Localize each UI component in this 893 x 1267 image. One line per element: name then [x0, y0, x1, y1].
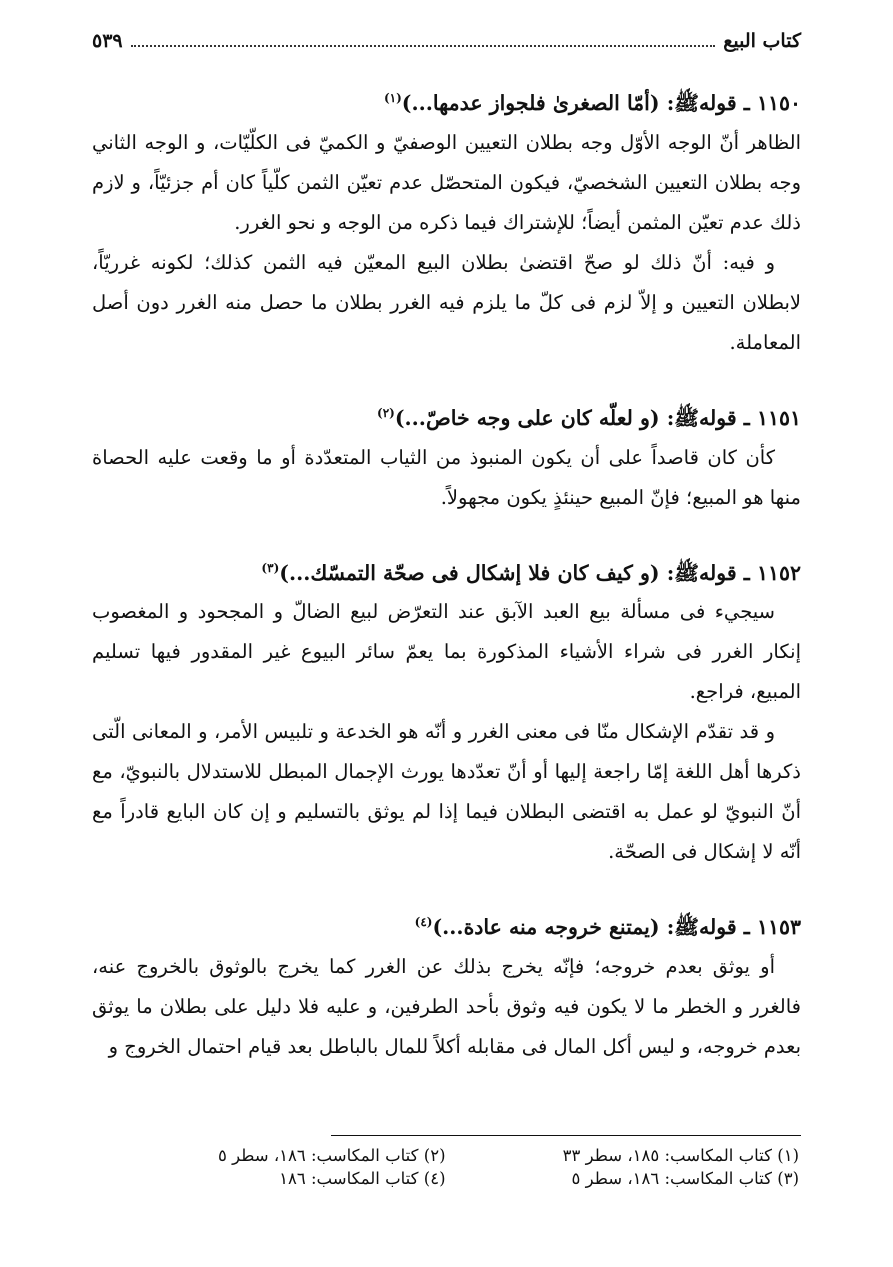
- footnote-ref: (٤): [414, 915, 433, 930]
- footnote-ref: (١): [383, 91, 402, 105]
- paragraph: و قد تقدّم الإشكال منّا فى معنى الغرر و أنّه هو الخدعة و تلبيس الأمر، و المعانى الّتى ذكرها أهل اللغة إمّا راجعة إليها أو أنّ تعدّدها يورث الإجمال المبطل للاستدلال بالنبويّ، مع أنّ النبويّ لو عمل به اقتضى البطلان فيما إذا لم يوثق بالتسليم و إن كان البايع قادراً مع أنّه لا إشكال فى الصحّة.: [92, 720, 801, 864]
- paragraph: الظاهر أنّ الوجه الأوّل وجه بطلان التعيين الوصفيّ و الكميّ فى الكلّيّات، و الوجه الثاني وجه بطلان التعيين الشخصيّ، فيكون المتحصّل عدم تعيّن الثمن كلّياً كان أم جزئيّاً، و لازم ذلك عدم تعيّن المثمن أيضاً؛ للإشتراك فيما ذكره من الوجه و نحو الغرر.: [92, 130, 801, 234]
- entry-heading: [92, 548, 801, 593]
- heading-text: ١١٥٣ ـ قوله‌ﷺ: (يمتنع خروجه منه عادة...): [432, 915, 801, 940]
- footnote-ref: (٣): [261, 560, 280, 575]
- entry-1151: [92, 393, 801, 518]
- entry-1153: [92, 902, 801, 1067]
- entry-heading: [92, 902, 801, 947]
- heading-text: ١١٥٢ ـ قوله‌ﷺ: (و كيف كان فلا إشكال فى صحّة التمسّك...): [279, 560, 801, 585]
- footnote-4: (٤) كتاب المكاسب: ١٨٦: [279, 1169, 446, 1188]
- footnote-divider: [331, 1135, 801, 1136]
- entry-1152: [92, 548, 801, 873]
- paragraph: كأن كان قاصداً على أن يكون المنبوذ من الثياب المتعدّدة أو ما وقعت عليه الحصاة منها هو المبيع؛ فإنّ المبيع حينئذٍ يكون مجهولاً.: [92, 445, 801, 509]
- heading-text: ١١٥٠ ـ قوله‌ﷺ: (أمّا الصغرىٰ فلجواز عدمها...): [401, 90, 801, 115]
- header-dot-leader: [131, 33, 716, 47]
- header-title: كتاب البيع: [723, 30, 801, 52]
- paragraph: سيجيء فى مسألة بيع العبد الآبق عند التعرّض لبيع الضالّ و المجحود و المغصوب إنكار الغرر فى شراء الأشياء المذكورة بما يعمّ سائر البيوع غير المقدور فيها تسليم المبيع، فراجع.: [92, 600, 801, 704]
- entry-1150: [92, 78, 801, 363]
- footnote-3: (٣) كتاب المكاسب: ١٨٦، سطر ٥: [571, 1169, 799, 1188]
- footnotes: [92, 1135, 801, 1188]
- footnote-list: [92, 1146, 801, 1188]
- page-number: ٥٣٩: [92, 30, 123, 52]
- paragraph: أو يوثق بعدم خروجه؛ فإنّه يخرج بذلك عن الغرر كما يخرج بالوثوق بالخروج عنه، فالغرر و الخطر ما لا يكون فيه وثوق بأحد الطرفين، و عليه فلا دليل على بطلان ما يوثق بعدم خروجه، و ليس أكل المال فى مقابله أكلاً للمال بالباطل بعد قيام احتمال الخروج و: [92, 955, 801, 1059]
- footnote-1: (١) كتاب المكاسب: ١٨٥، سطر ٣٣: [562, 1146, 799, 1165]
- entry-heading: [92, 78, 801, 123]
- heading-text: ١١٥١ ـ قوله‌ﷺ: (و لعلّه كان على وجه خاصّ...): [394, 405, 801, 430]
- paragraph: و فيه: أنّ ذلك لو صحّ اقتضىٰ بطلان البيع المعيّن فيه الثمن كذلك؛ لكونه غرريّاً، لابطلان التعيين و إلاّ لزم فى كلّ ما يلزم فيه الغرر بطلان ما حصل منه الغرر دون أصل المعاملة.: [92, 250, 801, 354]
- running-header: [92, 30, 801, 64]
- footnote-2: (٢) كتاب المكاسب: ١٨٦، سطر ٥: [217, 1146, 446, 1165]
- footnote-ref: (٢): [377, 405, 395, 420]
- entry-heading: [92, 393, 801, 438]
